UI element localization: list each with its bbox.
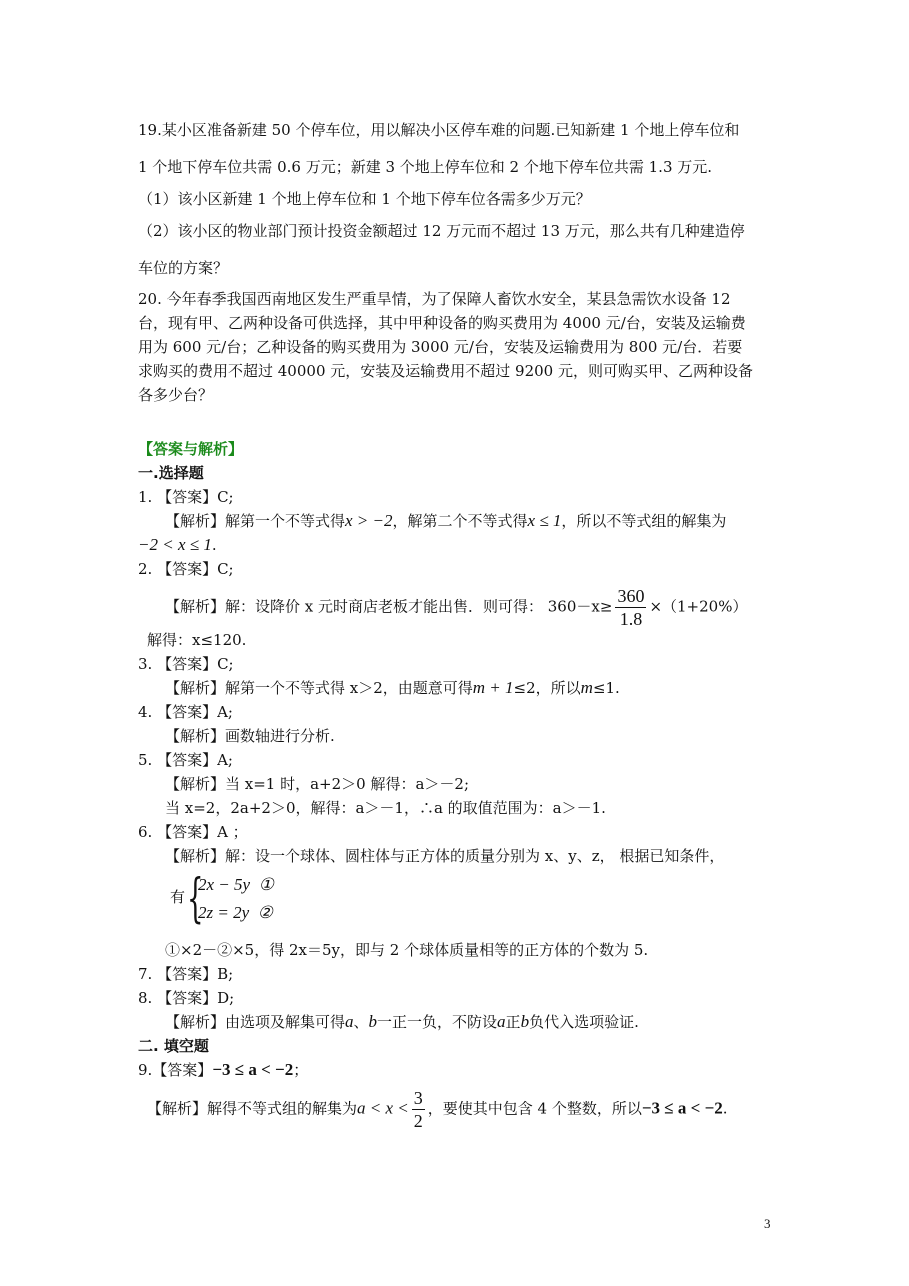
page-number: 3 bbox=[764, 1216, 771, 1231]
answer-3: 3. 【答案】C; bbox=[138, 655, 234, 673]
fraction-3-2: $\frac{3}{2}$ bbox=[413, 1088, 423, 1131]
left-brace-icon: { bbox=[187, 869, 204, 929]
explanation-1: 【解析】解第一个不等式得x > −2，解第二个不等式得x ≤ 1，所以不等式组的解集为 bbox=[165, 511, 727, 530]
explanation-5-cont: 当 x=2，2a+2＞0，解得：a＞－1，∴a 的取值范围为：a＞－1. bbox=[165, 799, 606, 817]
answer-6: 6. 【答案】A ； bbox=[138, 823, 248, 841]
q20-line2: 台，现有甲、乙两种设备可供选择，其中甲种设备的购买费用为 4000 元/台，安装及运输费 bbox=[138, 314, 746, 332]
q19-sub2b: 车位的方案？ bbox=[138, 259, 229, 277]
explanation-9: 【解析】解得不等式组的解集为a < x < $\frac{3}{2}$ ，要使其中包含 4 个整数，所以−3 ≤ a < −2. bbox=[147, 1088, 728, 1131]
solution-2: 解得：x≤120. bbox=[147, 631, 247, 649]
q20-line1: 20. 今年春季我国西南地区发生严重旱情，为了保障人畜饮水安全，某县急需饮水设备 12 bbox=[138, 290, 731, 308]
answer-2: 2. 【答案】C; bbox=[138, 560, 234, 578]
answer-7: 7. 【答案】B; bbox=[138, 965, 234, 983]
q19-sub2: （2）该小区的物业部门预计投资金额超过 12 万元而不超过 13 万元，那么共有几种建造停 bbox=[138, 222, 745, 240]
fraction-360-1.8: $\frac{360}{1.8}$ bbox=[617, 586, 645, 629]
answer-8: 8. 【答案】D; bbox=[138, 989, 235, 1007]
equation-system bbox=[170, 869, 330, 929]
q20-line3: 用为 600 元/台；乙种设备的购买费用为 3000 元/台，安装及运输费用为 800 元/台．若要 bbox=[138, 338, 743, 356]
equation-1: 2x − 5y ① bbox=[198, 875, 274, 894]
answer-5: 5. 【答案】A; bbox=[138, 751, 233, 769]
answers-heading: 【答案与解析】 bbox=[138, 440, 244, 458]
answer-1: 1. 【答案】C; bbox=[138, 488, 234, 506]
q20-line5: 各多少台？ bbox=[138, 386, 214, 404]
equation-2: 2z = 2y ② bbox=[198, 903, 273, 922]
explanation-2: 【解析】解：设降价 x 元时商店老板才能出售．则可得： 360－x≥ $\frac{360}{1.8}$ ×（1+20%） bbox=[165, 586, 748, 629]
answer-9: 9.【答案】−3 ≤ a < −2； bbox=[138, 1060, 309, 1079]
section-choice: 一.选择题 bbox=[138, 464, 204, 482]
explanation-6: 【解析】解：设一个球体、圆柱体与正方体的质量分别为 x、y、z， 根据已知条件， bbox=[165, 847, 725, 865]
explanation-1-cont: −2 < x ≤ 1. bbox=[138, 535, 217, 554]
q19-line1: 19.某小区准备新建 50 个停车位，用以解决小区停车难的问题.已知新建 1 个地上停车位和 bbox=[138, 121, 740, 139]
explanation-5: 【解析】当 x=1 时，a+2＞0 解得：a＞－2; bbox=[165, 775, 470, 793]
you-label: 有 bbox=[170, 888, 186, 906]
explanation-4: 【解析】画数轴进行分析. bbox=[165, 727, 335, 745]
explanation-8: 【解析】由选项及解集可得a、b一正一负，不防设a正b负代入选项验证. bbox=[165, 1012, 639, 1031]
result-6: ①×2－②×5，得 2x＝5y，即与 2 个球体质量相等的正方体的个数为 5. bbox=[165, 941, 649, 959]
q19-line2: 1 个地下停车位共需 0.6 万元；新建 3 个地上停车位和 2 个地下停车位共需 1.3 万元. bbox=[138, 158, 713, 176]
answer-4: 4. 【答案】A; bbox=[138, 703, 233, 721]
section-fill: 二. 填空题 bbox=[138, 1037, 209, 1055]
q19-sub1: （1）该小区新建 1 个地上停车位和 1 个地下停车位各需多少万元？ bbox=[138, 190, 591, 208]
q20-line4: 求购买的费用不超过 40000 元，安装及运输费用不超过 9200 元，则可购买甲、乙两种设备 bbox=[138, 362, 753, 380]
explanation-3: 【解析】解第一个不等式得 x＞2，由题意可得m + 1≤2，所以m≤1. bbox=[165, 678, 620, 697]
